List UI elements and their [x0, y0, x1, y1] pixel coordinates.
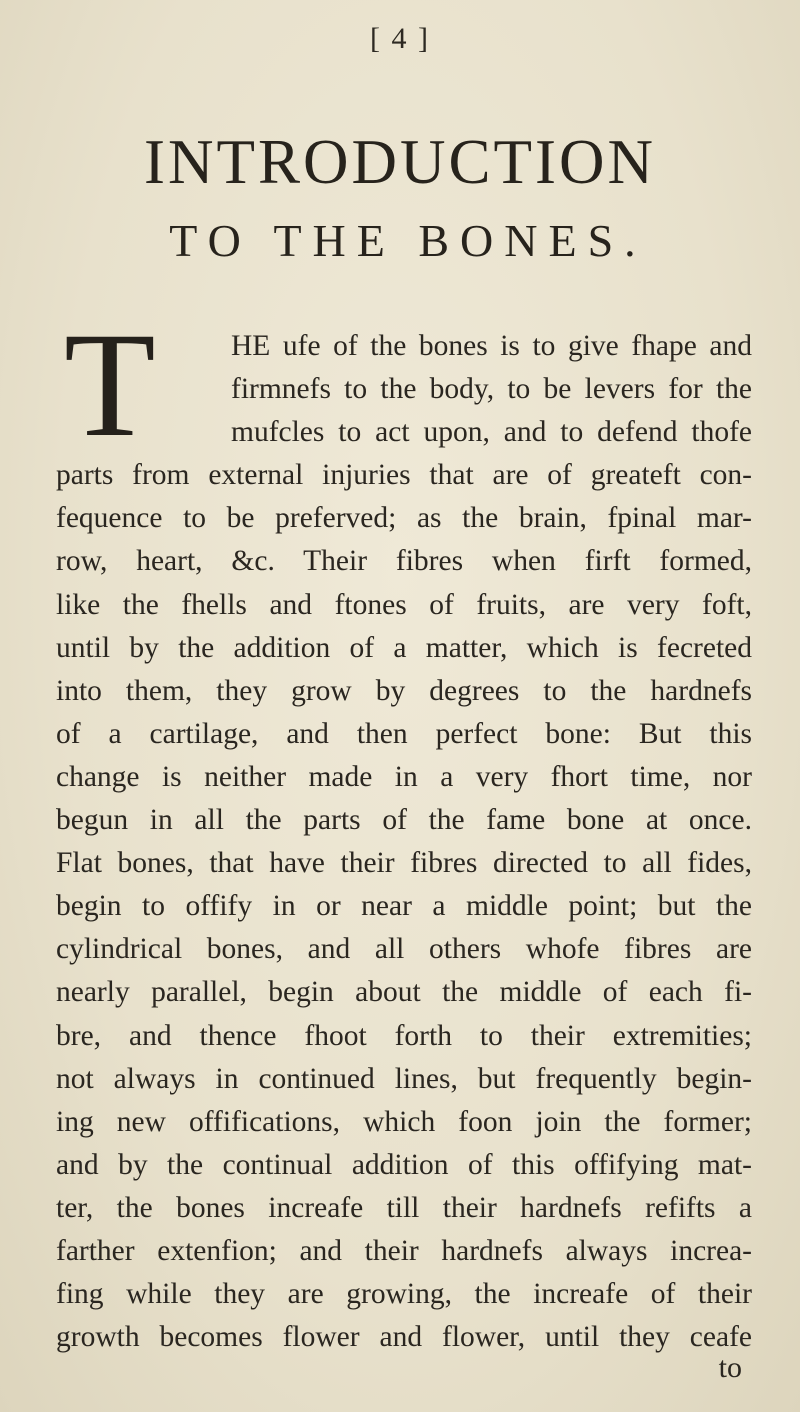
text-line: ter, the bones increafe till their hardnefs refifts a	[56, 1191, 752, 1224]
text-line: mufcles to act upon, and to defend thofe	[231, 416, 752, 449]
text-line: fing while they are growing, the increafe of their	[56, 1278, 752, 1311]
text-line: firmnefs to the body, to be levers for the	[231, 373, 752, 406]
text-line: row, heart, &c. Their fibres when firft formed,	[56, 545, 752, 578]
text-line: into them, they grow by degrees to the hardnefs	[56, 674, 752, 707]
text-line: and by the continual addition of this offifying mat-	[56, 1148, 752, 1181]
page-number: [ 4 ]	[370, 22, 430, 55]
chapter-title: INTRODUCTION	[144, 127, 656, 197]
catchword: to	[718, 1351, 742, 1384]
text-line: ing new offifications, which foon join the former;	[56, 1105, 752, 1138]
text-line: growth becomes flower and flower, until they ceafe	[56, 1321, 752, 1354]
text-line: cylindrical bones, and all others whofe fibres are	[56, 933, 752, 966]
text-line: farther extenfion; and their hardnefs always increa-	[56, 1234, 752, 1267]
text-line: change is neither made in a very fhort time, nor	[56, 760, 752, 793]
text-line: of a cartilage, and then perfect bone: But this	[56, 717, 752, 750]
text-line: fequence to be preferved; as the brain, fpinal mar-	[56, 502, 752, 535]
text-line: not always in continued lines, but frequently begin-	[56, 1062, 752, 1095]
text-line: Flat bones, that have their fibres directed to all fides,	[56, 847, 752, 880]
drop-cap: T	[64, 302, 156, 468]
text-line: bre, and thence fhoot forth to their extremities;	[56, 1019, 752, 1052]
text-line: nearly parallel, begin about the middle of each fi-	[56, 976, 752, 1009]
text-line: parts from external injuries that are of greateft con-	[56, 459, 752, 492]
text-line: begin to offify in or near a middle point; but the	[56, 890, 752, 923]
chapter-subtitle: TO THE BONES.	[169, 215, 647, 266]
body-paragraph	[56, 302, 752, 1359]
text-line: like the fhells and ftones of fruits, are very foft,	[56, 588, 752, 621]
text-line: until by the addition of a matter, which is fecreted	[56, 631, 752, 664]
text-line: begun in all the parts of the fame bone at once.	[56, 804, 752, 837]
text-line: HE ufe of the bones is to give fhape and	[231, 330, 752, 362]
